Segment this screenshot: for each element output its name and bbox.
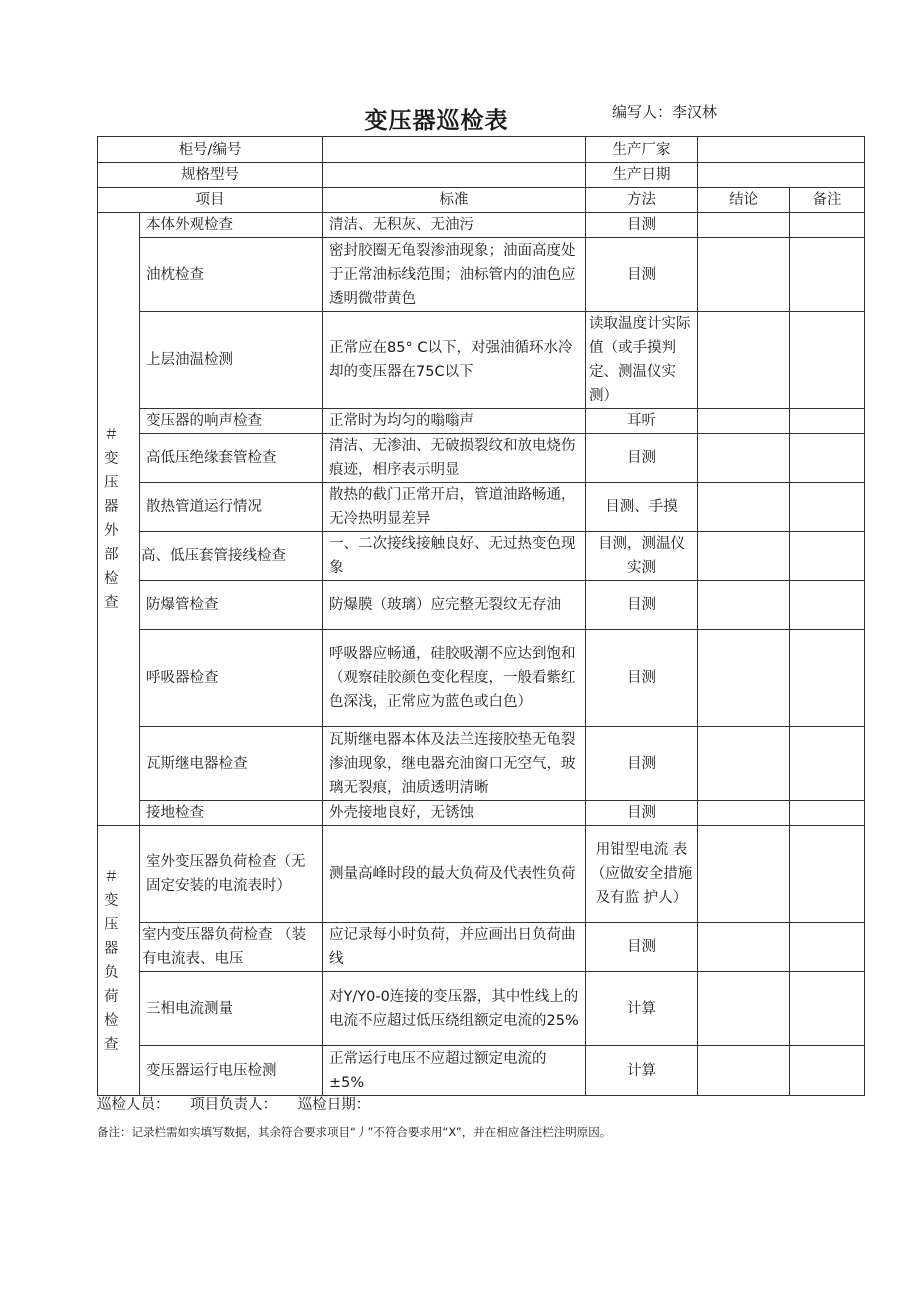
row-remark-cell[interactable] bbox=[790, 238, 865, 312]
row-standard: 呼吸器应畅通，硅胶吸潮不应达到饱和（观察硅胶颜色变化程度，一般看紫红色深浅，正常应为蓝色或白色） bbox=[323, 630, 586, 727]
info-row-model bbox=[98, 163, 865, 188]
row-item: 本体外观检查 bbox=[140, 213, 323, 238]
row-item: 高、低压套管接线检查 bbox=[140, 532, 323, 581]
table-row bbox=[98, 434, 865, 483]
row-method: 目测 bbox=[586, 801, 698, 826]
col-header-conclusion: 结论 bbox=[698, 188, 790, 213]
project-lead-label: 项目负责人： bbox=[190, 1097, 278, 1113]
row-item: 变压器的响声检查 bbox=[140, 409, 323, 434]
row-method: 目测 bbox=[586, 727, 698, 801]
table-row bbox=[98, 238, 865, 312]
row-standard: 应记录每小时负荷，并应画出日负荷曲线 bbox=[323, 923, 586, 972]
row-conclusion-cell[interactable] bbox=[698, 409, 790, 434]
row-remark-cell[interactable] bbox=[790, 483, 865, 532]
row-method: 用钳型电流 表（应做安全措施及有监 护人） bbox=[586, 826, 698, 923]
row-conclusion-cell[interactable] bbox=[698, 532, 790, 581]
row-standard: 测量高峰时段的最大负荷及代表性负荷 bbox=[323, 826, 586, 923]
table-row bbox=[98, 972, 865, 1046]
table-row bbox=[98, 312, 865, 409]
model-value-cell[interactable] bbox=[323, 163, 586, 188]
table-row bbox=[98, 630, 865, 727]
table-row bbox=[98, 483, 865, 532]
table-row bbox=[98, 409, 865, 434]
row-remark-cell[interactable] bbox=[790, 581, 865, 630]
row-standard: 瓦斯继电器本体及法兰连接胶垫无龟裂渗油现象，继电器充油窗口无空气，玻璃无裂痕，油质透明清晰 bbox=[323, 727, 586, 801]
row-item: 防爆管检查 bbox=[140, 581, 323, 630]
table-row bbox=[98, 923, 865, 972]
row-item: 室内变压器负荷检查 （装有电流表、电压 bbox=[140, 923, 323, 972]
table-row bbox=[98, 581, 865, 630]
row-item: 室外变压器负荷检查（无固定安装的电流表时） bbox=[140, 826, 323, 923]
row-conclusion-cell[interactable] bbox=[698, 213, 790, 238]
row-standard: 一、二次接线接触良好、无过热变色现象 bbox=[323, 532, 586, 581]
model-label: 规格型号 bbox=[98, 163, 323, 188]
row-remark-cell[interactable] bbox=[790, 630, 865, 727]
col-header-item: 项目 bbox=[98, 188, 323, 213]
col-header-method: 方法 bbox=[586, 188, 698, 213]
col-header-standard: 标准 bbox=[323, 188, 586, 213]
row-standard: 正常运行电压不应超过额定电流的±5% bbox=[323, 1046, 586, 1096]
row-standard: 清洁、无积灰、无油污 bbox=[323, 213, 586, 238]
production-date-label: 生产日期 bbox=[586, 163, 698, 188]
row-remark-cell[interactable] bbox=[790, 972, 865, 1046]
row-method: 目测 bbox=[586, 581, 698, 630]
row-remark-cell[interactable] bbox=[790, 532, 865, 581]
col-header-remark: 备注 bbox=[790, 188, 865, 213]
row-conclusion-cell[interactable] bbox=[698, 826, 790, 923]
row-standard: 散热的截门正常开启，管道油路畅通，无冷热明显差异 bbox=[323, 483, 586, 532]
manufacturer-label: 生产厂家 bbox=[586, 137, 698, 163]
row-conclusion-cell[interactable] bbox=[698, 312, 790, 409]
row-item: 接地检查 bbox=[140, 801, 323, 826]
info-row-cabinet bbox=[98, 137, 865, 163]
row-standard: 密封胶圈无龟裂渗油现象；油面高度处于正常油标线范围；油标管内的油色应透明微带黄色 bbox=[323, 238, 586, 312]
row-conclusion-cell[interactable] bbox=[698, 923, 790, 972]
group-label-external: ＃ 变 压 器 外 部 检 查 bbox=[98, 213, 140, 826]
row-standard: 清洁、无渗油、无破损裂纹和放电烧伤痕迹，相序表示明显 bbox=[323, 434, 586, 483]
row-method: 目测 bbox=[586, 434, 698, 483]
row-item: 三相电流测量 bbox=[140, 972, 323, 1046]
row-item: 上层油温检测 bbox=[140, 312, 323, 409]
row-method: 读取温度计实际值（或手摸判定、测温仪实测） bbox=[586, 312, 698, 409]
row-method: 目测、手摸 bbox=[586, 483, 698, 532]
row-remark-cell[interactable] bbox=[790, 312, 865, 409]
row-method: 目测，测温仪实测 bbox=[586, 532, 698, 581]
row-remark-cell[interactable] bbox=[790, 923, 865, 972]
row-conclusion-cell[interactable] bbox=[698, 630, 790, 727]
row-standard: 对Y/Y0-0连接的变压器，其中性线上的电流不应超过低压绕组额定电流的25% bbox=[323, 972, 586, 1046]
table-row bbox=[98, 213, 865, 238]
signature-line bbox=[97, 1093, 386, 1114]
row-item: 呼吸器检查 bbox=[140, 630, 323, 727]
row-conclusion-cell[interactable] bbox=[698, 972, 790, 1046]
row-remark-cell[interactable] bbox=[790, 826, 865, 923]
table-row bbox=[98, 826, 865, 923]
row-method: 目测 bbox=[586, 923, 698, 972]
row-remark-cell[interactable] bbox=[790, 727, 865, 801]
row-method: 计算 bbox=[586, 972, 698, 1046]
group-label-load: ＃ 变 压 器 负 荷 检 查 bbox=[98, 826, 140, 1096]
row-conclusion-cell[interactable] bbox=[698, 238, 790, 312]
row-item: 油枕检查 bbox=[140, 238, 323, 312]
footnote: 备注：记录栏需如实填写数据，其余符合要求项目“丿”不符合要求用“X”，并在相应备注栏注明原因。 bbox=[97, 1125, 612, 1139]
row-item: 变压器运行电压检测 bbox=[140, 1046, 323, 1096]
row-item: 散热管道运行情况 bbox=[140, 483, 323, 532]
inspection-date-label: 巡检日期： bbox=[297, 1097, 371, 1113]
manufacturer-value-cell[interactable] bbox=[698, 137, 865, 163]
inspection-table bbox=[97, 136, 865, 1096]
cabinet-label: 柜号/编号 bbox=[98, 137, 323, 163]
row-standard: 外壳接地良好，无锈蚀 bbox=[323, 801, 586, 826]
row-conclusion-cell[interactable] bbox=[698, 434, 790, 483]
inspector-label: 巡检人员： bbox=[97, 1097, 170, 1113]
row-conclusion-cell[interactable] bbox=[698, 801, 790, 826]
cabinet-value-cell[interactable] bbox=[323, 137, 586, 163]
row-conclusion-cell[interactable] bbox=[698, 483, 790, 532]
row-conclusion-cell[interactable] bbox=[698, 727, 790, 801]
row-method: 计算 bbox=[586, 1046, 698, 1096]
row-remark-cell[interactable] bbox=[790, 801, 865, 826]
table-row bbox=[98, 532, 865, 581]
column-header-row bbox=[98, 188, 865, 213]
table-row bbox=[98, 1046, 865, 1096]
row-item: 瓦斯继电器检查 bbox=[140, 727, 323, 801]
row-method: 耳听 bbox=[586, 409, 698, 434]
row-method: 目测 bbox=[586, 213, 698, 238]
table-row bbox=[98, 727, 865, 801]
row-standard: 正常应在85° C以下，对强油循环水冷却的变压器在75C以下 bbox=[323, 312, 586, 409]
production-date-value-cell[interactable] bbox=[698, 163, 865, 188]
row-remark-cell[interactable] bbox=[790, 409, 865, 434]
author-line: 编写人：李汉林 bbox=[612, 103, 718, 121]
row-method: 目测 bbox=[586, 630, 698, 727]
row-standard: 正常时为均匀的嗡嗡声 bbox=[323, 409, 586, 434]
row-conclusion-cell[interactable] bbox=[698, 581, 790, 630]
row-conclusion-cell[interactable] bbox=[698, 1046, 790, 1096]
row-remark-cell[interactable] bbox=[790, 213, 865, 238]
row-method: 目测 bbox=[586, 238, 698, 312]
row-remark-cell[interactable] bbox=[790, 1046, 865, 1096]
table-row bbox=[98, 801, 865, 826]
row-item: 高低压绝缘套管检查 bbox=[140, 434, 323, 483]
row-remark-cell[interactable] bbox=[790, 434, 865, 483]
row-standard: 防爆膜（玻璃）应完整无裂纹无存油 bbox=[323, 581, 586, 630]
page-title: 变压器巡检表 bbox=[364, 108, 509, 134]
